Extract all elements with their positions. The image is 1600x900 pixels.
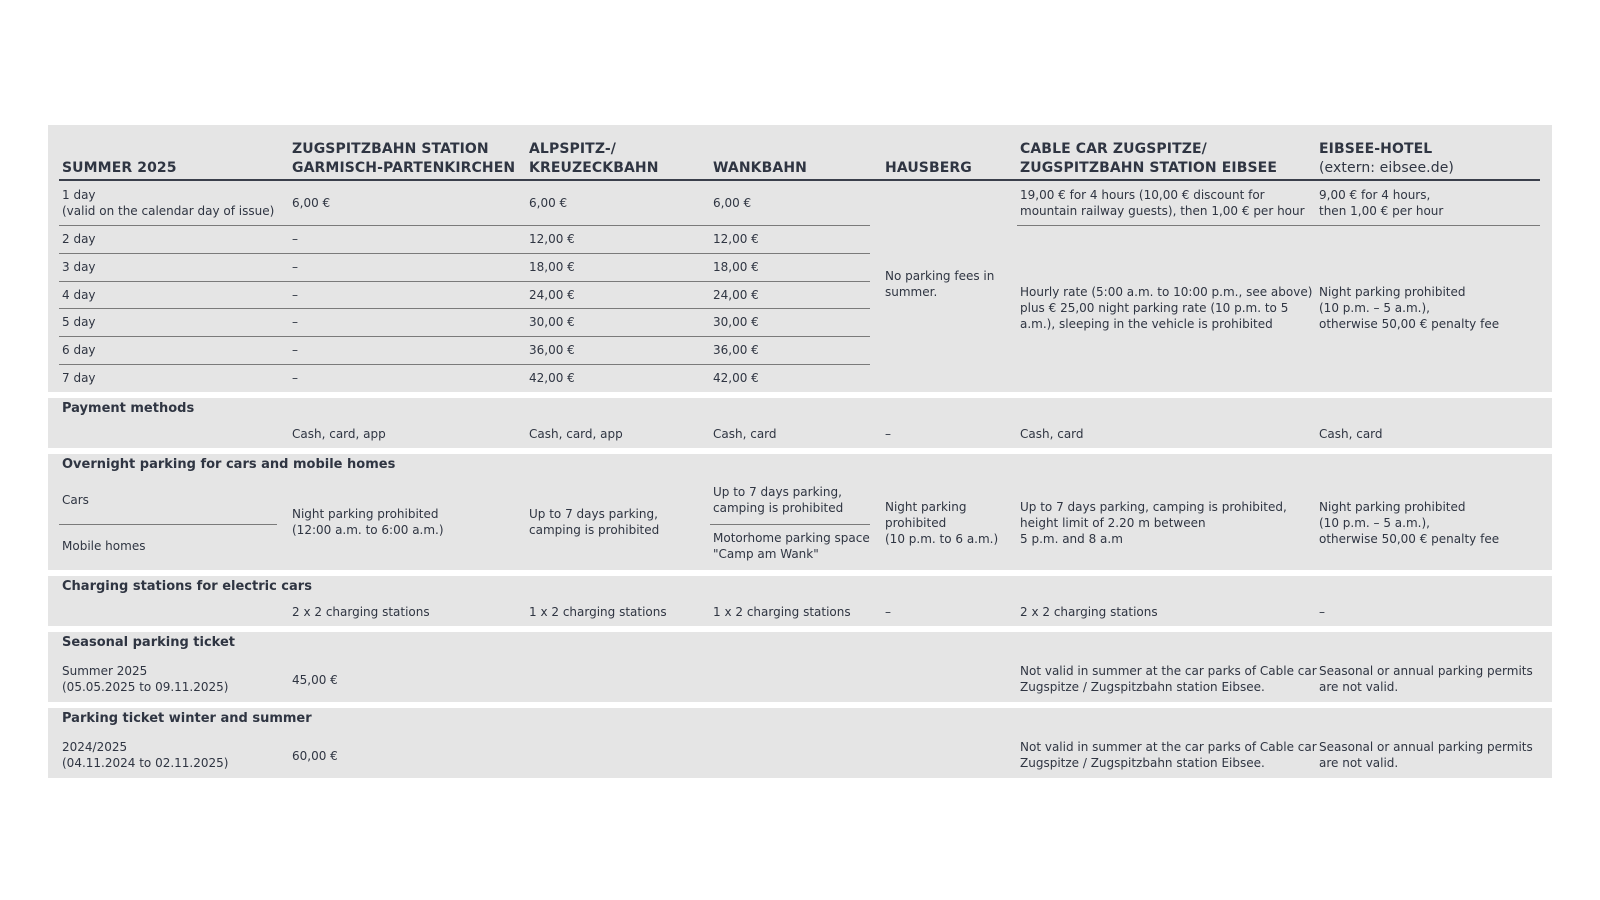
overnight-title: Overnight parking for cars and mobile homes xyxy=(62,457,396,472)
cell-zugspitz: – xyxy=(292,343,298,357)
charging-eibsee: 2 x 2 charging stations xyxy=(1020,605,1158,619)
cell-alpspitz: 12,00 € xyxy=(529,232,575,246)
row-label: 1 day xyxy=(62,188,96,202)
overnight-hotel-3: otherwise 50,00 € penalty fee xyxy=(1319,532,1500,546)
eibsee-multi-3: a.m.), sleeping in the vehicle is prohibited xyxy=(1020,317,1273,331)
col-alpspitz-heading-2: KREUZECKBAHN xyxy=(529,160,659,176)
seasonal-title: Seasonal parking ticket xyxy=(62,635,236,650)
col-zugspitz-heading-1: ZUGSPITZBAHN STATION xyxy=(292,141,489,157)
row-label: 2 day xyxy=(62,232,96,246)
overnight-hotel-2: (10 p.m. – 5 a.m.), xyxy=(1319,516,1430,530)
overnight-wank-divider xyxy=(710,524,870,525)
charging-wank: 1 x 2 charging stations xyxy=(713,605,851,619)
cell-alpspitz: 18,00 € xyxy=(529,260,575,274)
cell-alpspitz: 24,00 € xyxy=(529,288,575,302)
season-heading: SUMMER 2025 xyxy=(62,160,177,176)
cell-wank: 36,00 € xyxy=(713,343,759,357)
eibsee-1day-2: mountain railway guests), then 1,00 € per hour xyxy=(1020,204,1305,218)
cell-wank: 42,00 € xyxy=(713,371,759,385)
payment-alpspitz: Cash, card, app xyxy=(529,427,623,441)
winter-summer-hotel-1: Seasonal or annual parking permits xyxy=(1319,740,1533,754)
cell-alpspitz: 6,00 € xyxy=(529,196,568,210)
hotel-multi-2: (10 p.m. – 5 a.m.), xyxy=(1319,301,1430,315)
winter-summer-eibsee-1: Not valid in summer at the car parks of Cable car xyxy=(1020,740,1317,754)
seasonal-label-2: (05.05.2025 to 09.11.2025) xyxy=(62,680,229,694)
row-label: 6 day xyxy=(62,343,96,357)
eibsee-1day-divider xyxy=(1017,225,1540,226)
cell-wank: 30,00 € xyxy=(713,315,759,329)
cell-zugspitz: – xyxy=(292,260,298,274)
row-divider xyxy=(59,364,870,365)
overnight-eibsee-2: height limit of 2.20 m between xyxy=(1020,516,1206,530)
row-label-note: (valid on the calendar day of issue) xyxy=(62,204,275,218)
header-divider xyxy=(59,179,1540,181)
row-divider xyxy=(59,281,870,282)
row-label: 3 day xyxy=(62,260,96,274)
winter-summer-hotel-2: are not valid. xyxy=(1319,756,1399,770)
overnight-alpspitz-2: camping is prohibited xyxy=(529,523,660,537)
cell-wank: 24,00 € xyxy=(713,288,759,302)
cell-wank: 6,00 € xyxy=(713,196,752,210)
cell-wank: 12,00 € xyxy=(713,232,759,246)
seasonal-hotel-1: Seasonal or annual parking permits xyxy=(1319,664,1533,678)
col-alpspitz-heading-1: ALPSPITZ-/ xyxy=(529,141,616,157)
overnight-eibsee-3: 5 p.m. and 8 a.m xyxy=(1020,532,1123,546)
payment-eibsee: Cash, card xyxy=(1020,427,1084,441)
overnight-cars-label: Cars xyxy=(62,493,89,507)
cell-zugspitz: – xyxy=(292,232,298,246)
payment-wank: Cash, card xyxy=(713,427,777,441)
row-label: 4 day xyxy=(62,288,96,302)
hotel-1day-2: then 1,00 € per hour xyxy=(1319,204,1444,218)
charging-hausberg: – xyxy=(885,605,891,619)
winter-summer-title: Parking ticket winter and summer xyxy=(62,711,312,726)
payment-zugspitz: Cash, card, app xyxy=(292,427,386,441)
cell-zugspitz: 6,00 € xyxy=(292,196,331,210)
payment-hotel: Cash, card xyxy=(1319,427,1383,441)
cell-wank: 18,00 € xyxy=(713,260,759,274)
cell-zugspitz: – xyxy=(292,315,298,329)
overnight-alpspitz-1: Up to 7 days parking, xyxy=(529,507,658,521)
seasonal-eibsee-1: Not valid in summer at the car parks of Cable car xyxy=(1020,664,1317,678)
charging-hotel: – xyxy=(1319,605,1325,619)
cell-alpspitz: 42,00 € xyxy=(529,371,575,385)
winter-summer-zugspitz: 60,00 € xyxy=(292,749,338,763)
eibsee-multi-1: Hourly rate (5:00 a.m. to 10:00 p.m., see above) xyxy=(1020,285,1313,299)
overnight-hausberg-2: prohibited xyxy=(885,516,947,530)
overnight-mobile-label: Mobile homes xyxy=(62,539,146,553)
row-label: 5 day xyxy=(62,315,96,329)
row-divider xyxy=(59,308,870,309)
overnight-hotel-1: Night parking prohibited xyxy=(1319,500,1466,514)
col-zugspitz-heading-2: GARMISCH-PARTENKIRCHEN xyxy=(292,160,516,176)
cell-alpspitz: 36,00 € xyxy=(529,343,575,357)
overnight-hausberg-1: Night parking xyxy=(885,500,967,514)
hotel-1day-1: 9,00 € for 4 hours, xyxy=(1319,188,1431,202)
eibsee-multi-2: plus € 25,00 night parking rate (10 p.m. to 5 xyxy=(1020,301,1289,315)
seasonal-label-1: Summer 2025 xyxy=(62,664,148,678)
col-eibsee-heading-1: CABLE CAR ZUGSPITZE/ xyxy=(1020,141,1207,157)
overnight-label-divider xyxy=(59,524,277,525)
winter-summer-label-2: (04.11.2024 to 02.11.2025) xyxy=(62,756,229,770)
row-divider xyxy=(59,225,870,226)
seasonal-hotel-2: are not valid. xyxy=(1319,680,1399,694)
col-wank-heading: WANKBAHN xyxy=(713,160,807,176)
overnight-wank-cars-2: camping is prohibited xyxy=(713,501,844,515)
hotel-multi-3: otherwise 50,00 € penalty fee xyxy=(1319,317,1500,331)
cell-alpspitz: 30,00 € xyxy=(529,315,575,329)
charging-alpspitz: 1 x 2 charging stations xyxy=(529,605,667,619)
overnight-hausberg-3: (10 p.m. to 6 a.m.) xyxy=(885,532,999,546)
seasonal-zugspitz: 45,00 € xyxy=(292,673,338,687)
hausberg-rates-1: No parking fees in xyxy=(885,269,995,283)
winter-summer-eibsee-2: Zugspitze / Zugspitzbahn station Eibsee. xyxy=(1020,756,1265,770)
row-divider xyxy=(59,336,870,337)
eibsee-1day-1: 19,00 € for 4 hours (10,00 € discount for xyxy=(1020,188,1265,202)
seasonal-eibsee-2: Zugspitze / Zugspitzbahn station Eibsee. xyxy=(1020,680,1265,694)
overnight-zugspitz-2: (12:00 a.m. to 6:00 a.m.) xyxy=(292,523,444,537)
overnight-wank-mobile-2: "Camp am Wank" xyxy=(713,547,819,561)
overnight-wank-mobile-1: Motorhome parking space xyxy=(713,531,870,545)
col-hotel-heading-2: (extern: eibsee.de) xyxy=(1319,160,1454,176)
hotel-multi-1: Night parking prohibited xyxy=(1319,285,1466,299)
payment-title: Payment methods xyxy=(62,401,195,416)
overnight-wank-cars-1: Up to 7 days parking, xyxy=(713,485,842,499)
hausberg-rates-2: summer. xyxy=(885,285,938,299)
col-eibsee-heading-2: ZUGSPITZBAHN STATION EIBSEE xyxy=(1020,160,1277,176)
cell-zugspitz: – xyxy=(292,371,298,385)
row-label: 7 day xyxy=(62,371,96,385)
cell-zugspitz: – xyxy=(292,288,298,302)
col-hotel-heading-1: EIBSEE-HOTEL xyxy=(1319,141,1433,157)
col-hausberg-heading: HAUSBERG xyxy=(885,160,972,176)
charging-title: Charging stations for electric cars xyxy=(62,579,312,594)
overnight-zugspitz-1: Night parking prohibited xyxy=(292,507,439,521)
row-divider xyxy=(59,253,870,254)
payment-hausberg: – xyxy=(885,427,891,441)
winter-summer-label-1: 2024/2025 xyxy=(62,740,128,754)
overnight-eibsee-1: Up to 7 days parking, camping is prohibited, xyxy=(1020,500,1287,514)
charging-zugspitz: 2 x 2 charging stations xyxy=(292,605,430,619)
